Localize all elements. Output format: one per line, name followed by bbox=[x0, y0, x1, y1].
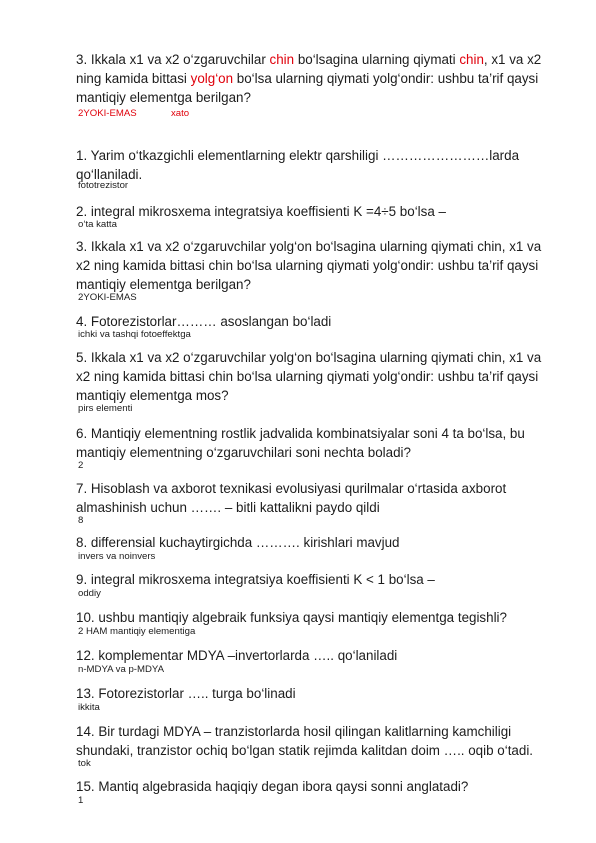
intro-text-3: , x1 va x2 ning kamida bittasi bbox=[76, 52, 542, 86]
answer-9: oddiy bbox=[78, 588, 101, 599]
question-1: 1. Yarim o‘tkazgichli elementlarning elektr qarshiligi ……………………larda qo‘llaniladi. bbox=[76, 148, 520, 182]
question-6: 6. Mantiqiy elementning rostlik jadvalida kombinatsiyalar soni 4 ta bo‘lsa, bu mantiqiy elementning o‘zgaruvchilari soni nechta boladi? bbox=[76, 426, 525, 460]
answer-8: invers va noinvers bbox=[78, 551, 156, 562]
answer-3: 2YOKI-EMAS bbox=[78, 292, 137, 303]
question-9: 9. integral mikrosxema integratsiya koeffisienti K < 1 bo‘lsa – bbox=[76, 572, 435, 587]
question-10: 10. ushbu mantiqiy algebraik funksiya qaysi mantiqiy elementga tegishli? bbox=[76, 610, 507, 625]
intro-highlight-chin-1: chin bbox=[269, 52, 295, 67]
question-8: 8. differensial kuchaytirgichda ………. kirishlari mavjud bbox=[76, 535, 400, 550]
answer-5: pirs elementi bbox=[78, 403, 133, 414]
intro-text-2: bo‘lsagina ularning qiymati bbox=[294, 52, 460, 67]
intro-highlight-chin-2: chin bbox=[459, 52, 484, 67]
answer-6: 2 bbox=[78, 460, 84, 471]
answer-10: 2 HAM mantiqiy elementiga bbox=[78, 626, 196, 637]
question-4: 4. Fotorezistorlar……… asoslangan bo‘ladi bbox=[76, 314, 332, 329]
question-12: 12. komplementar MDYA –invertorlarda ….. qo‘laniladi bbox=[76, 648, 398, 663]
question-14: 14. Bir turdagi MDYA – tranzistorlarda hosil qilingan kalitlarning kamchiligi shundaki, tranzistor ochiq bo‘lgan statik rejimda kalitdan doim ….. oqib o‘tadi. bbox=[76, 724, 534, 758]
question-5: 5. Ikkala x1 va x2 o‘zgaruvchilar yolg‘on bo‘lsagina ularning qiymati chin, x1 va x2 ning kamida bittasi chin bo‘lsa ularning qiymati yolg‘ondir: ushbu ta’rif qaysi mantiqiy elementga mos? bbox=[76, 350, 542, 403]
intro-note: xato bbox=[171, 108, 190, 119]
intro-text-1: 3. Ikkala x1 va x2 o‘zgaruvchilar bbox=[76, 52, 270, 67]
intro-question bbox=[76, 50, 550, 107]
answer-1: fototrezistor bbox=[78, 180, 129, 191]
answer-12: n-MDYA va p-MDYA bbox=[78, 664, 165, 675]
intro-text-4: bo‘lsa ularning qiymati yolg‘ondir: ushbu ta’rif qaysi mantiqiy elementga berilgan? bbox=[76, 71, 539, 105]
question-3: 3. Ikkala x1 va x2 o‘zgaruvchilar yolg‘on bo‘lsagina ularning qiymati chin, x1 va x2 ning kamida bittasi chin bo‘lsa ularning qiymati yolg‘ondir: ushbu ta’rif qaysi mantiqiy elementga berilgan? bbox=[76, 239, 542, 292]
answer-7: 8 bbox=[78, 515, 84, 526]
answer-13: ikkita bbox=[78, 702, 100, 713]
question-13: 13. Fotorezistorlar ….. turga bo‘linadi bbox=[76, 686, 296, 701]
answer-4: ichki va tashqi fotoeffektga bbox=[78, 329, 191, 340]
answer-2: o‘ta katta bbox=[78, 219, 117, 230]
intro-answer: 2YOKI-EMAS bbox=[78, 108, 137, 119]
question-7: 7. Hisoblash va axborot texnikasi evolusiyasi qurilmalar o‘rtasida axborot almashinish uchun ……. – bitli kattalikni paydo qildi bbox=[76, 481, 507, 515]
answer-15: 1 bbox=[78, 795, 84, 806]
question-2: 2. integral mikrosxema integratsiya koeffisienti K =4÷5 bo‘lsa – bbox=[76, 204, 446, 219]
answer-14: tok bbox=[78, 758, 91, 769]
question-15: 15. Mantiq algebrasida haqiqiy degan ibora qaysi sonni anglatadi? bbox=[76, 779, 469, 794]
intro-highlight-yolgon: yolg‘on bbox=[190, 71, 234, 86]
